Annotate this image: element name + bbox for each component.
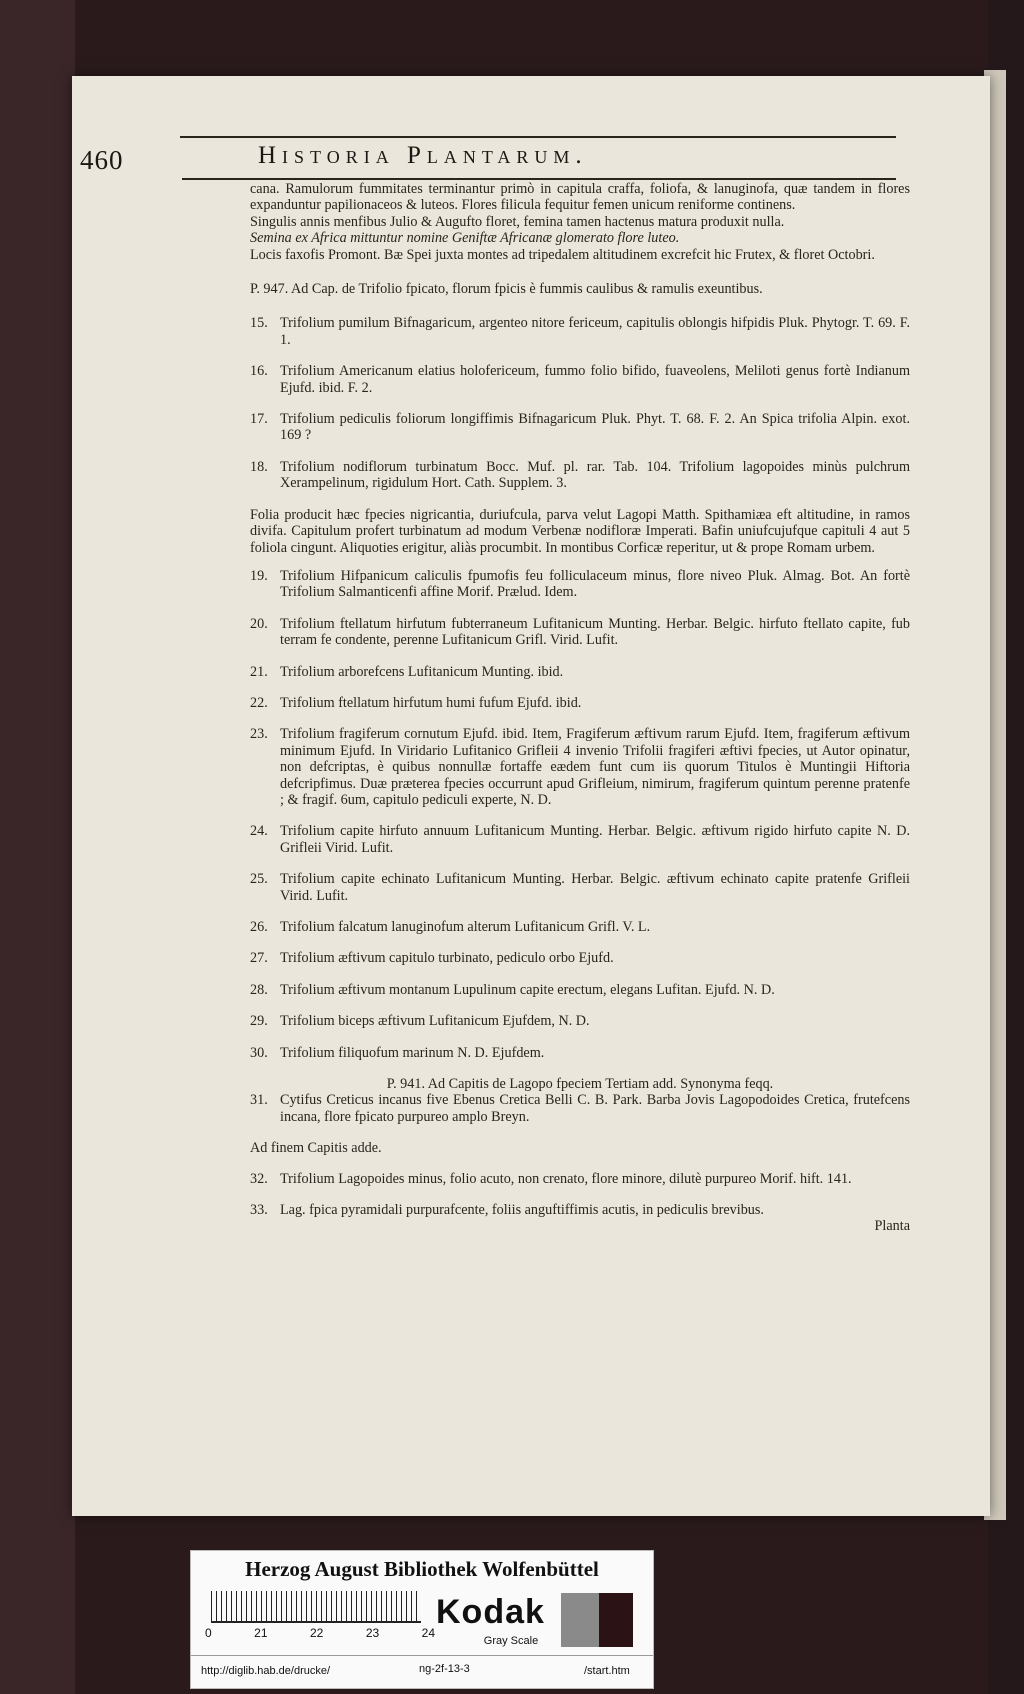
- entry-number: 25.: [250, 871, 268, 888]
- list-item: [250, 363, 910, 396]
- paragraph: Semina ex Africa mittuntur nomine Geniftæ Africanæ glomerato flore luteo.: [250, 230, 680, 247]
- entry-number: 19.: [250, 567, 268, 584]
- list-item: [250, 982, 910, 998]
- entry-number: 21.: [250, 663, 268, 680]
- entry-number: 32.: [250, 1170, 268, 1187]
- page-number: 460: [80, 145, 124, 175]
- entry-text: Trifolium æftivum capitulo turbinato, pediculo orbo Ejufd.: [280, 950, 614, 967]
- entry-text: Trifolium Americanum elatius holofericeum, fummo folio bifido, fuaveolens, Meliloti genus fortè Indianum Ejufd. ibid. F. 2.: [280, 363, 910, 396]
- entry-number: 23.: [250, 726, 268, 743]
- gray-scale-label: Gray Scale: [483, 1635, 539, 1647]
- entry-text: Trifolium Lagopoides minus, folio acuto, non crenato, flore minore, dilutè purpureo Morif. hift. 141.: [280, 1170, 852, 1187]
- gray-swatch: [561, 1593, 599, 1647]
- ruler-label: 24: [421, 1626, 435, 1640]
- library-color-card: [190, 1550, 654, 1689]
- header-rule-bottom: [182, 178, 896, 180]
- entry-number: 27.: [250, 950, 268, 967]
- list-item: [250, 726, 910, 808]
- entry-text: Trifolium falcatum lanuginofum alterum Lufitanicum Grifl. V. L.: [280, 919, 651, 935]
- list-item: [250, 315, 910, 348]
- entry-text: Cytifus Creticus incanus five Ebenus Cretica Belli C. B. Park. Barba Jovis Lagopodoides Cretica, frutefcens incana, flore fpicato purpureo amplo Breyn.: [280, 1092, 910, 1125]
- list-item: [250, 616, 910, 649]
- entry-text: Trifolium fragiferum cornutum Ejufd. ibid. Item, Fragiferum æftivum rarum Ejufd. Item, fragiferum æftivum minimum Ejufd. In Viridario Lufitanico Grifleii 4 invenio Trifolii fragiferi æftivi fpecies, ut Autor opinatur, non defcriptas, è quibus nonnullæ fortaffe eædem funt cum iis quorum Titulos è Muntingii Hiftoria defcripfimus. Duæ præterea fpecies occurrunt apud Grifleium, nimirum, fragiferum quintum perenne pratenfe ; & fragif. 6um, capitulo pediculi experte, N. D.: [280, 726, 910, 808]
- list-item: [250, 568, 910, 601]
- entry-number: 20.: [250, 615, 268, 632]
- section-heading: P. 941. Ad Capitis de Lagopo fpeciem Tertiam add. Synonyma feqq.: [386, 1076, 774, 1093]
- list-item: [250, 919, 910, 935]
- entry-number: 22.: [250, 694, 268, 711]
- entry-text: Trifolium ftellatum hirfutum fubterraneum Lufitanicum Munting. Herbar. Belgic. hirfuto ftellato capite, fub terram fe condente, perenne Lufitanicum Grifl. Virid. Lufit.: [280, 615, 910, 649]
- ruler-label: 21: [254, 1626, 268, 1640]
- list-item: [250, 664, 910, 680]
- library-url: http://diglib.hab.de/drucke/: [201, 1665, 331, 1677]
- entry-number: 33.: [250, 1202, 268, 1219]
- list-item: [250, 871, 910, 904]
- entry-text: Trifolium biceps æftivum Lufitanicum Ejufdem, N. D.: [280, 1013, 590, 1030]
- library-name: Herzog August Bibliothek Wolfenbüttel: [245, 1557, 599, 1581]
- shelfmark: ng-2f-13-3: [419, 1663, 470, 1675]
- header-rule-top: [180, 136, 896, 138]
- entry-text: Trifolium æftivum montanum Lupulinum capite erectum, elegans Lufitan. Ejufd. N. D.: [280, 981, 775, 998]
- paragraph: Locis faxofis Promont. Bæ Spei juxta montes ad tripedalem altitudinem excrefcit hic Frutex, & floret Octobri.: [250, 246, 875, 263]
- entry-number: 17.: [250, 411, 268, 428]
- ruler-label: 0: [205, 1626, 212, 1640]
- section-heading: P. 947. Ad Cap. de Trifolio fpicato, florum fpicis è fummis caulibus & ramulis exeuntibus.: [250, 281, 763, 298]
- ruler-label: 23: [365, 1626, 380, 1640]
- list-item: [250, 1045, 910, 1061]
- catchword: Planta: [874, 1218, 910, 1235]
- start-page: /start.htm: [584, 1665, 630, 1677]
- kodak-logo: Kodak: [436, 1593, 545, 1631]
- entry-text: Trifolium capite hirfuto annuum Lufitanicum Munting. Herbar. Belgic. æftivum rigido hirfuto capite N. D. Grifleii Virid. Lufit.: [280, 823, 910, 856]
- entry-text: Trifolium Hifpanicum caliculis fpumofis feu folliculaceum minus, flore niveo Pluk. Almag. Bot. An fortè Trifolium Salmanticenfi affine Morif. Prælud. Idem.: [280, 567, 910, 601]
- entry-text: Trifolium pumilum Bifnagaricum, argenteo nitore fericeum, capitulis oblongis hifpidis Pluk. Phytogr. T. 69. F. 1.: [280, 315, 910, 348]
- list-item: [250, 1013, 910, 1029]
- list-item: [250, 695, 910, 711]
- background-left: [0, 0, 75, 1694]
- paragraph: Singulis annis menfibus Julio & Augufto floret, femina tamen hactenus matura produxit nulla.: [250, 213, 785, 230]
- entry-number: 26.: [250, 919, 268, 935]
- entry-number: 15.: [250, 315, 268, 332]
- entry-text: Trifolium ftellatum hirfutum humi fufum Ejufd. ibid.: [280, 694, 582, 711]
- entry-number: 29.: [250, 1013, 268, 1030]
- dark-swatch: [599, 1593, 633, 1647]
- running-title: Historia Plantarum.: [258, 142, 588, 169]
- entry-text: Trifolium filiquofum marinum N. D. Ejufdem.: [280, 1044, 545, 1061]
- section-heading: Ad finem Capitis adde.: [250, 1140, 382, 1157]
- entry-text: Trifolium nodiflorum turbinatum Bocc. Muf. pl. rar. Tab. 104. Trifolium lagopoides minùs pulchrum Xerampelinum, rigidulum Hort. Cath. Supplem. 3.: [280, 458, 910, 492]
- list-item: [250, 411, 910, 444]
- list-item: [250, 1092, 910, 1125]
- ruler-labels: [205, 1626, 435, 1640]
- entry-number: 18.: [250, 458, 268, 475]
- entry-text: Trifolium pediculis foliorum longiffimis Bifnagaricum Pluk. Phyt. T. 68. F. 2. An Spica trifolia Alpin. exot. 169 ?: [280, 411, 910, 444]
- list-item: [250, 1171, 910, 1187]
- ruler-label: 22: [309, 1626, 324, 1640]
- entry-text: Lag. fpica pyramidali purpurafcente, foliis anguftiffimis acutis, in pediculis brevibus.: [280, 1202, 764, 1219]
- entry-number: 24.: [250, 823, 268, 840]
- entry-number: 31.: [250, 1092, 268, 1109]
- entry-text: Trifolium arborefcens Lufitanicum Munting. ibid.: [280, 663, 564, 680]
- list-item: [250, 950, 910, 966]
- list-item: [250, 1202, 910, 1218]
- paragraph: cana. Ramulorum fummitates terminantur primò in capitula craffa, foliofa, & lanuginofa, quæ tandem in flores expanduntur papilionaceos & luteos. Flores filicula fequitur femen unicum reniforme continens.: [250, 181, 910, 214]
- page-text: [250, 181, 910, 1235]
- card-divider: [191, 1655, 653, 1656]
- paragraph: Folia producit hæc fpecies nigricantia, duriufcula, parva velut Lagopi Matth. Spithamiæa eft altitudine, in ramos divifa. Capitulum profert turbinatum ad modum Verbenæ nodifloræ Imperati. Bafin uniufcujufque capituli 4 aut 5 foliola cingunt. Aliquoties erigitur, aliàs procumbit. In montibus Corficæ reperitur, ut & prope Romam urbem.: [250, 506, 910, 556]
- list-item: [250, 459, 910, 492]
- entry-number: 16.: [250, 363, 268, 380]
- entry-number: 30.: [250, 1044, 268, 1061]
- entry-number: 28.: [250, 981, 268, 998]
- entry-text: Trifolium capite echinato Lufitanicum Munting. Herbar. Belgic. æftivum echinato capite pratenfe Grifleii Virid. Lufit.: [280, 871, 910, 904]
- list-item: [250, 823, 910, 856]
- ruler-scale: [211, 1591, 421, 1623]
